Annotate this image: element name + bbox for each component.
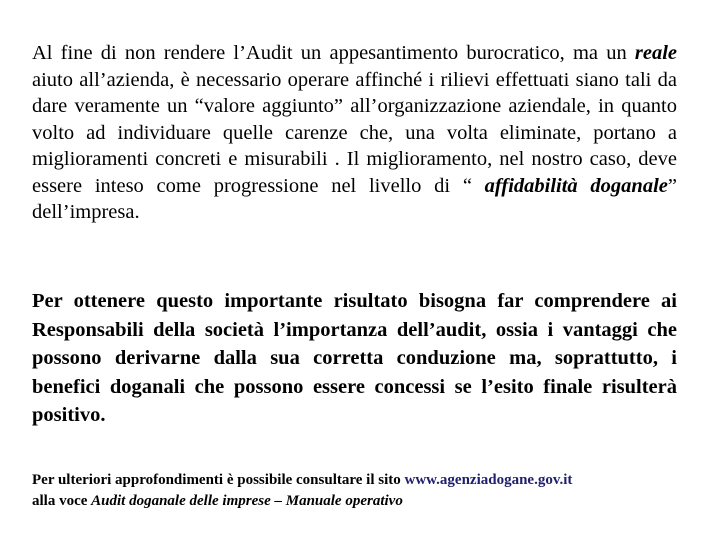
paragraph1-text-c: ” dell’impresa. xyxy=(32,174,677,223)
footer-line1-text: Per ulteriori approfondimenti è possibile consultare il sito xyxy=(32,472,405,488)
paragraph1-text-b: aiuto all’azienda, è necessario operare affinché i rilievi effettuati siano tali da dare veramente un “valore aggiunto” all’organizzazione aziendale, in quanto volto ad individuare quelle carenze che, una volta eliminate, portano a miglioramenti concreti e misurabili . Il miglioramento, nel nostro caso, deve essere inteso come progressione nel livello di “ xyxy=(32,68,677,197)
emphasis-reale: reale xyxy=(634,42,677,64)
website-link[interactable]: www.agenziadogane.gov.it xyxy=(404,472,573,488)
footer-note xyxy=(32,470,692,512)
footer-reference-title: Audit doganale delle imprese – Manuale operativo xyxy=(91,493,403,509)
paragraph-audit-benefits: Per ottenere questo importante risultato bisogna far comprendere ai Responsabili della società l’importanza dell’audit, ossia i vantaggi che possono derivarne dalla sua corretta conduzione ma, soprattutto, i benefici doganali che possono essere concessi se l’esito finale risulterà positivo. xyxy=(32,290,677,426)
footer-line2-text: alla voce xyxy=(32,493,92,509)
paragraph-audit-purpose xyxy=(32,40,677,226)
paragraph1-text-a: Al fine di non rendere l’Audit un appesantimento burocratico, ma un xyxy=(32,42,635,64)
emphasis-affidabilita-doganale: affidabilità doganale xyxy=(484,174,668,197)
